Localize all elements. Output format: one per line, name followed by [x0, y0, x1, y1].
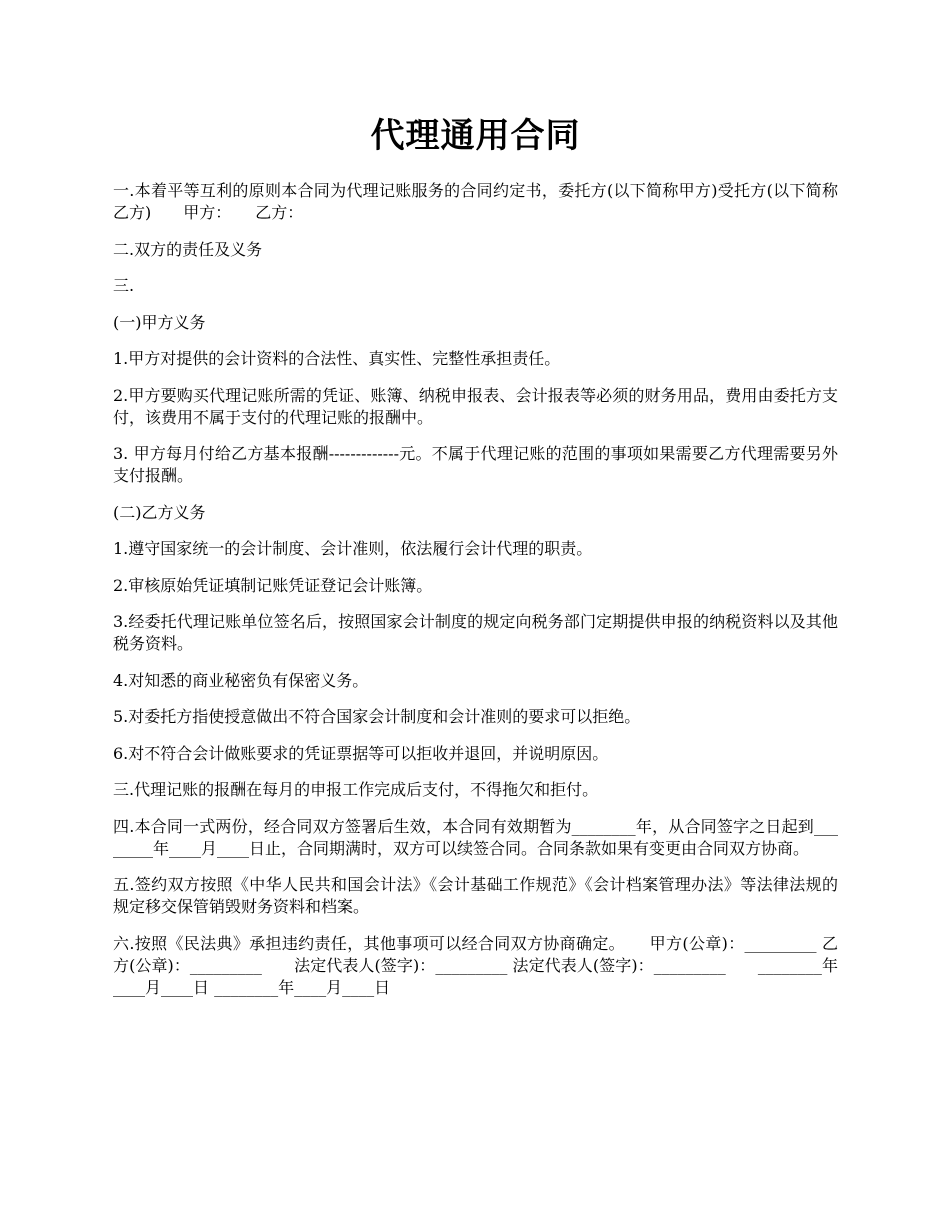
- document-page: [113, 0, 838, 1013]
- party-b-duty-6: 6.对不符合会计做账要求的凭证票据等可以拒收并退回，并说明原因。: [113, 743, 609, 763]
- records-clause: 五.签约双方按照《中华人民共和国会计法》《会计基础工作规范》《会计档案管理办法》等法律法规的规定移交保管销毁财务资料和档案。: [113, 875, 838, 916]
- party-b-duty-4: 4.对知悉的商业秘密负有保密义务。: [113, 670, 369, 690]
- party-b-duty-3: 3.经委托代理记账单位签名后，按照国家会计制度的规定向税务部门定期提供申报的纳税资料以及其他税务资料。: [113, 612, 838, 653]
- party-a-duty-1: 1.甲方对提供的会计资料的合法性、真实性、完整性承担责任。: [113, 349, 561, 368]
- clause-1-intro: 一.本着平等互利的原则本合同为代理记账服务的合同约定书，委托方(以下简称甲方)受托方(以下简称乙方) 甲方： 乙方：: [113, 181, 838, 222]
- document-body: [113, 180, 838, 999]
- document-title: 代理通用合同: [370, 116, 581, 156]
- party-b-duty-5: 5.对委托方指使授意做出不符合国家会计制度和会计准则的要求可以拒绝。: [113, 707, 641, 726]
- party-b-duty-2: 2.审核原始凭证填制记账凭证登记会计账簿。: [113, 575, 433, 595]
- party-b-duties-heading: (二)乙方义务: [113, 502, 206, 522]
- clause-2-heading: 二.双方的责任及义务: [113, 239, 263, 259]
- party-a-duty-2: 2.甲方要购买代理记账所需的凭证、账簿、纳税申报表、会计报表等必须的财务用品，费用由委托方支付，该费用不属于支付的代理记账的报酬中。: [113, 385, 838, 427]
- party-b-duty-1: 1.遵守国家统一的会计制度、会计准则，依法履行会计代理的职责。: [113, 539, 593, 558]
- party-a-duty-3: 3. 甲方每月付给乙方基本报酬-------------元。不属于代理记账的范围的事项如果需要乙方代理需要另外支付报酬。: [113, 444, 838, 485]
- term-clause: 四.本合同一式两份，经合同双方签署后生效，本合同有效期暂为________年，从合同签字之日起到________年____月____日止，合同期满时，双方可以续签合同。合同条款如果有变更由合同双方协商。: [113, 816, 838, 858]
- clause-3-heading: 三.: [113, 276, 135, 295]
- party-a-duties-heading: (一)甲方义务: [113, 312, 206, 332]
- payment-clause: 三.代理记账的报酬在每月的申报工作完成后支付，不得拖欠和拒付。: [113, 780, 599, 799]
- liability-signature-clause: 六.按照《民法典》承担违约责任，其他事项可以经合同双方协商确定。 甲方(公章)：_________ 乙方(公章)：_________ 法定代表人(签字)：_________ 法定代表人(签字)：_________ ________年____月____日 ________年____月____日: [113, 933, 838, 997]
